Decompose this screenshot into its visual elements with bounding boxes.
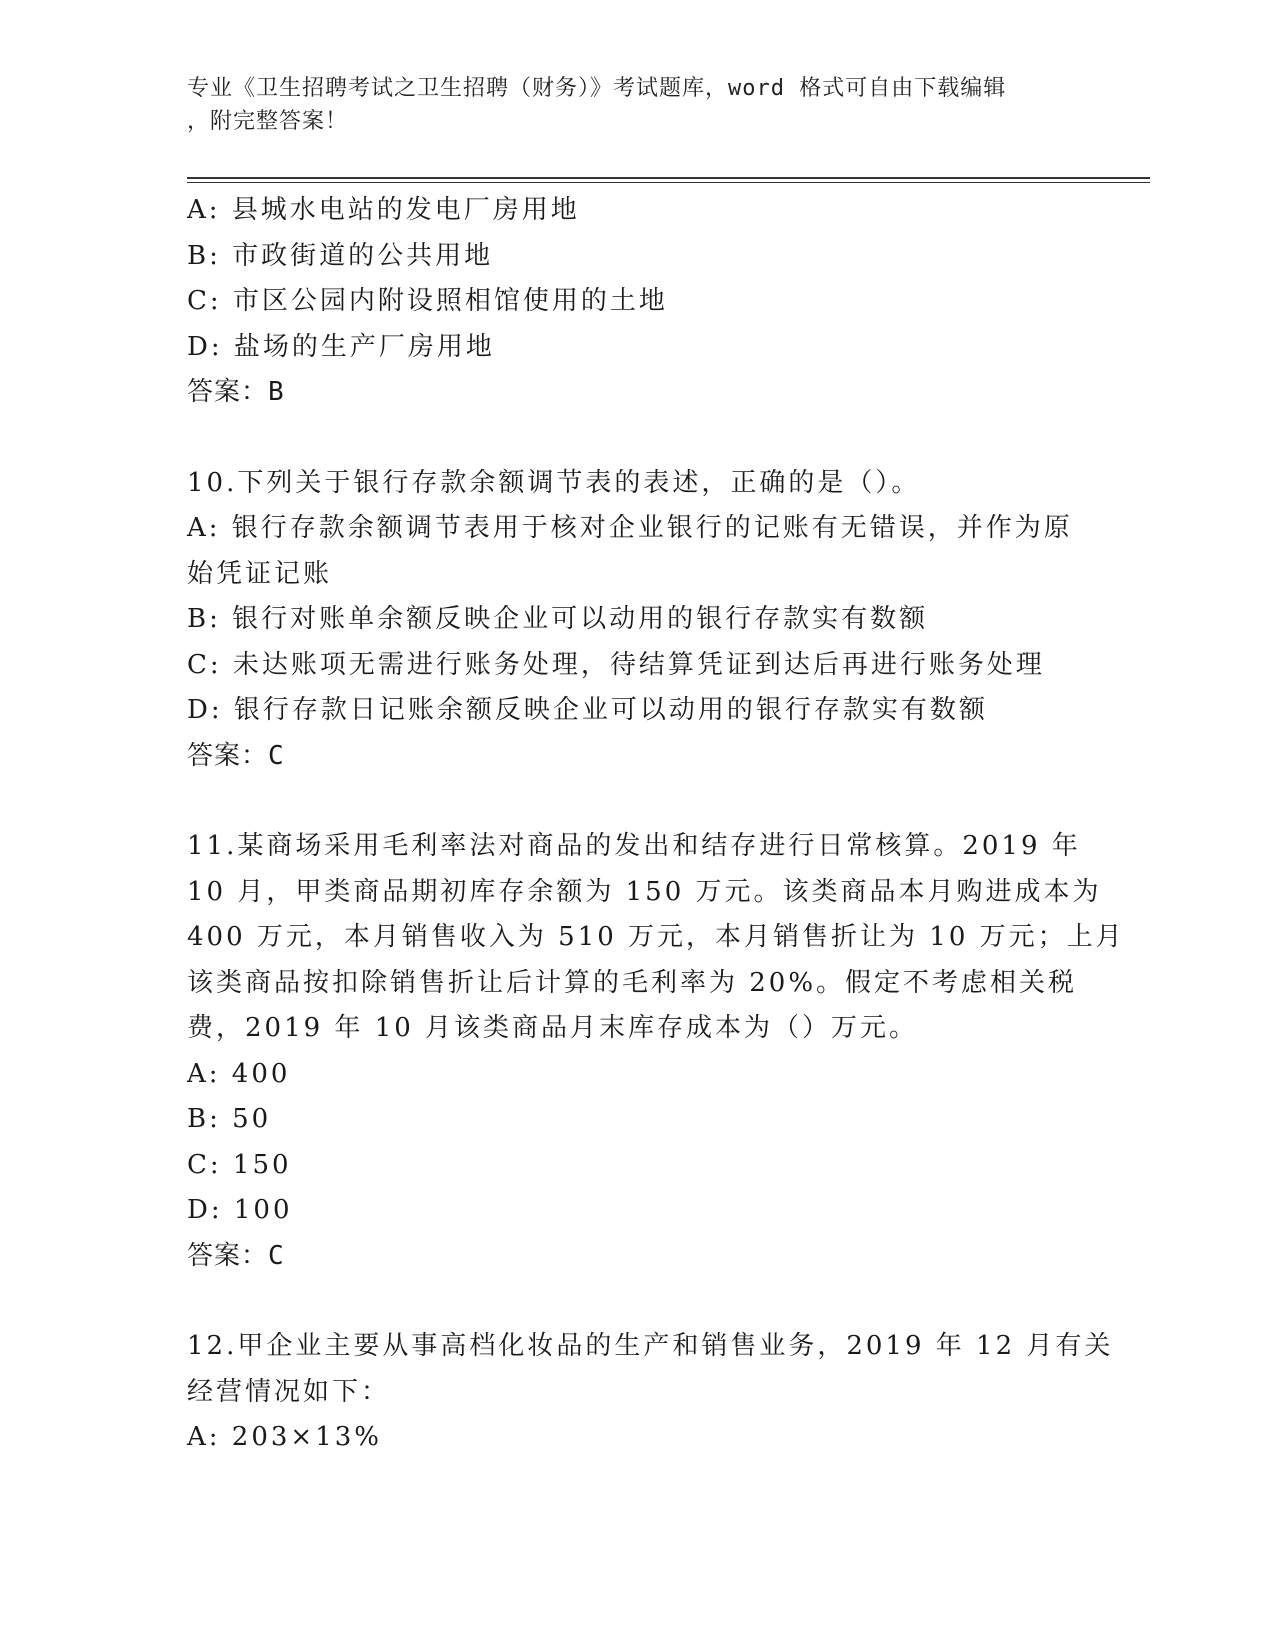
option-line: D: 银行存款日记账余额反映企业可以动用的银行存款实有数额	[187, 695, 988, 725]
answer-value: C	[268, 1240, 285, 1271]
option-line: C: 市区公园内附设照相馆使用的土地	[187, 286, 668, 316]
answer-line	[187, 734, 1087, 780]
question-content	[187, 188, 1125, 1461]
question-11	[187, 824, 1125, 1279]
answer-label: 答案：	[187, 740, 269, 771]
spacer	[187, 779, 1087, 824]
header-divider-thick	[187, 177, 1150, 179]
option-line: B: 银行对账单余额反映企业可以动用的银行存款实有数额	[187, 604, 929, 634]
question-stem: 10.下列关于银行存款余额调节表的表述，正确的是（）。	[187, 467, 921, 498]
answer-label: 答案：	[187, 1240, 269, 1271]
question-stem: 400 万元，本月销售收入为 510 万元，本月销售折让为 10 万元；上月	[187, 922, 1125, 952]
question-stem: 10 月，甲类商品期初库存余额为 150 万元。该类商品本月购进成本为	[187, 876, 1102, 907]
answer-label: 答案：	[187, 377, 269, 407]
answer-value: C	[268, 740, 285, 771]
option-line: A: 400	[187, 1058, 291, 1089]
option-line: A: 银行存款余额调节表用于核对企业银行的记账有无错误，并作为原	[187, 513, 1073, 543]
option-line: B: 50	[187, 1104, 272, 1134]
question-12	[187, 1324, 1114, 1461]
option-line: C: 未达账项无需进行账务处理，待结算凭证到达后再进行账务处理	[187, 649, 1045, 680]
option-line: D: 盐场的生产厂房用地	[187, 331, 495, 362]
option-line: C: 150	[187, 1149, 292, 1180]
header-line-2: ，附完整答案！	[187, 109, 349, 134]
question-9	[187, 188, 1087, 416]
question-stem: 12.甲企业主要从事高档化妆品的生产和销售业务，2019 年 12 月有关	[187, 1331, 1114, 1361]
option-line: A: 县城水电站的发电厂房用地	[187, 195, 580, 225]
spacer	[187, 416, 1087, 461]
option-line: 始凭证记账	[187, 558, 333, 589]
question-stem: 费，2019 年 10 月该类商品月末库存成本为（）万元。	[187, 1013, 919, 1043]
question-stem: 该类商品按扣除销售折让后计算的毛利率为 20%。假定不考虑相关税	[187, 967, 1078, 998]
document-header	[187, 72, 1087, 138]
answer-line	[187, 1234, 1087, 1280]
question-10	[187, 461, 1087, 780]
header-line-1: 专业《卫生招聘考试之卫生招聘（财务）》考试题库，word 格式可自由下载编辑	[187, 76, 1007, 101]
question-stem: 经营情况如下：	[187, 1376, 391, 1407]
option-line: B: 市政街道的公共用地	[187, 240, 494, 271]
option-line: A: 203×13%	[187, 1422, 383, 1452]
answer-value: B	[268, 377, 285, 407]
question-stem: 11.某商场采用毛利率法对商品的发出和结存进行日常核算。2019 年	[187, 831, 1081, 861]
answer-line	[187, 370, 1087, 416]
option-line: D: 100	[187, 1195, 293, 1225]
header-divider-thin	[187, 182, 1150, 183]
spacer	[187, 1279, 1087, 1324]
